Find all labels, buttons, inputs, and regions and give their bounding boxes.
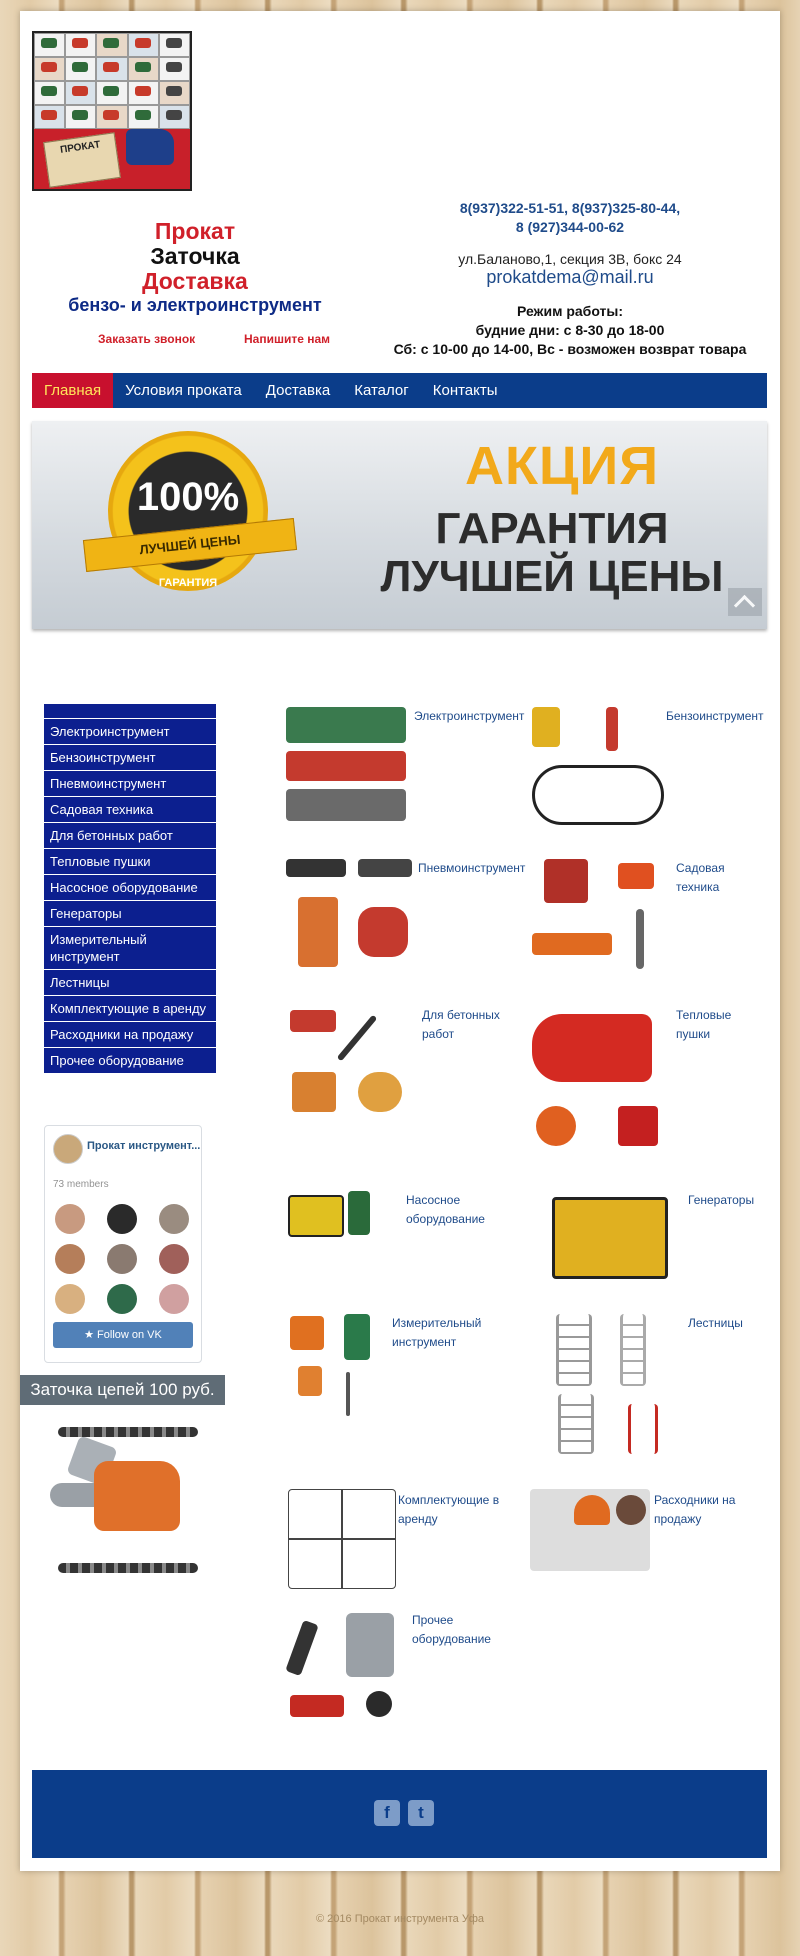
cultivator-icon — [544, 859, 588, 903]
brand-block — [40, 219, 350, 316]
mixer-icon — [292, 1072, 336, 1112]
email-link[interactable]: prokatdema@mail.ru — [486, 267, 654, 287]
trimmer-icon — [636, 909, 644, 969]
chain-sharpening-title[interactable]: Заточка цепей 100 руб. — [20, 1375, 225, 1405]
sidebar-item[interactable]: Измерительный инструмент — [44, 927, 216, 970]
page-container — [20, 11, 780, 1871]
member-avatar[interactable] — [107, 1244, 137, 1274]
member-avatar[interactable] — [159, 1244, 189, 1274]
address: ул.Баланово,1, секция 3В, бокс 24 — [458, 251, 682, 267]
drill-icon — [126, 129, 174, 165]
helmet-icon — [574, 1495, 610, 1525]
sidebar-item[interactable]: Генераторы — [44, 901, 216, 927]
sidebar-item[interactable]: Для бетонных работ — [44, 823, 216, 849]
nav-delivery[interactable]: Доставка — [265, 382, 331, 399]
drill-set-icon — [286, 751, 406, 781]
sidebar-menu — [44, 704, 216, 1074]
seal-ribbon: ЛУЧШЕЙ ЦЕНЫ — [83, 518, 297, 572]
level-icon — [298, 1366, 322, 1396]
stepladder-icon — [556, 1314, 592, 1386]
hours-weekdays: будние дни: с 8-30 до 18-00 — [475, 322, 665, 338]
saw-set-icon — [286, 789, 406, 821]
vk-group-name[interactable]: Прокат инструмент... — [87, 1140, 201, 1152]
nav-contacts[interactable]: Контакты — [432, 382, 498, 399]
seal-percent: 100% — [136, 475, 240, 519]
nav-catalog[interactable]: Каталог — [354, 382, 409, 399]
category-label[interactable]: Генераторы — [688, 1193, 755, 1207]
category-label[interactable]: Для бетонных работ — [422, 1008, 500, 1041]
category-label[interactable]: Тепловые пушки — [676, 1008, 732, 1041]
canister-icon — [346, 1613, 394, 1677]
vk-follow-button[interactable]: ★ Follow on VK — [53, 1322, 193, 1348]
sidebar-item[interactable]: Электроинструмент — [44, 719, 216, 745]
category-label[interactable]: Насосное оборудование — [406, 1193, 485, 1226]
working-hours — [380, 302, 760, 359]
concrete-mixer-icon — [358, 1072, 402, 1112]
sidebar-menu-header — [44, 704, 216, 719]
accessories-grid-icon — [288, 1489, 396, 1589]
category-label[interactable]: Бензоинструмент — [666, 709, 764, 723]
phones-line-2: 8 (927)344-00-62 — [515, 219, 625, 235]
sidebar-item[interactable]: Насосное оборудование — [44, 875, 216, 901]
twitter-icon[interactable]: t — [408, 1800, 434, 1826]
facebook-icon[interactable]: f — [374, 1800, 400, 1826]
site-logo[interactable] — [32, 31, 192, 191]
brand-line-rental: Прокат — [154, 218, 236, 244]
chainsaw-small-icon — [532, 933, 612, 955]
nail-gun-icon — [298, 897, 338, 967]
nav-home[interactable]: Главная — [32, 373, 113, 408]
poker-icon — [337, 1015, 378, 1062]
category-label[interactable]: Садовая техника — [676, 861, 725, 894]
member-avatar[interactable] — [159, 1204, 189, 1234]
category-label[interactable]: Комплектующие в аренду — [398, 1493, 500, 1526]
sidebar-item[interactable]: Тепловые пушки — [44, 849, 216, 875]
auger-icon — [606, 707, 618, 751]
sidebar-item[interactable]: Пневмоинструмент — [44, 771, 216, 797]
jackhammer-icon — [286, 859, 346, 877]
sidebar-item[interactable]: Лестницы — [44, 970, 216, 996]
member-avatar[interactable] — [159, 1284, 189, 1314]
sidebar-item[interactable]: Бензоинструмент — [44, 745, 216, 771]
member-avatar[interactable] — [55, 1284, 85, 1314]
brand-line-delivery: Доставка — [142, 268, 248, 294]
category-label[interactable]: Прочее оборудование — [412, 1613, 491, 1646]
chisel-icon — [358, 859, 412, 877]
category-label[interactable]: Лестницы — [688, 1316, 743, 1330]
brand-line-sharpening: Заточка — [150, 243, 240, 269]
write-us-link[interactable]: Напишите нам — [244, 332, 331, 346]
main-nav — [32, 373, 767, 408]
member-avatar[interactable] — [107, 1284, 137, 1314]
call-request-link[interactable]: Заказать звонок — [98, 332, 196, 346]
earth-auger-icon — [532, 765, 664, 825]
member-avatar[interactable] — [55, 1204, 85, 1234]
generator-icon — [552, 1197, 668, 1279]
category-label[interactable]: Измерительный инструмент — [392, 1316, 482, 1349]
scroll-to-top-button[interactable] — [728, 588, 762, 616]
lawnmower-icon — [618, 863, 654, 889]
electric-heater-icon — [618, 1106, 658, 1146]
chainsaw-icon — [94, 1461, 180, 1531]
category-label[interactable]: Пневмоинструмент — [418, 861, 526, 875]
welding-mask-icon — [366, 1691, 392, 1717]
sidebar-item[interactable]: Комплектующие в аренду — [44, 996, 216, 1022]
contact-block — [380, 199, 760, 359]
phone-numbers — [380, 199, 760, 237]
hours-title: Режим работы: — [516, 303, 624, 319]
chain-bottom — [58, 1563, 198, 1573]
copyright: © 2016 Прокат инструмента Уфа — [316, 1913, 484, 1925]
multimeter-icon — [290, 1316, 324, 1350]
hours-weekend: Сб: с 10-00 до 14-00, Вс - возможен возврат товара — [393, 341, 747, 357]
laser-meter-icon — [344, 1314, 370, 1360]
red-ladder-icon — [628, 1404, 658, 1454]
member-avatar[interactable] — [107, 1204, 137, 1234]
pressure-pump-icon — [290, 1695, 344, 1717]
group-avatar[interactable] — [53, 1134, 83, 1164]
brand-tagline: бензо- и электроинструмент — [68, 295, 322, 315]
logo-tool-grid — [34, 33, 190, 129]
member-avatar[interactable] — [55, 1244, 85, 1274]
banner-headline — [332, 505, 767, 601]
banner-line-1: ГАРАНТИЯ — [435, 504, 669, 553]
tripod-icon — [346, 1372, 350, 1416]
vk-widget — [44, 1125, 202, 1363]
vk-members-count: 73 members — [53, 1179, 109, 1190]
category-label[interactable]: Расходники на продажу — [654, 1493, 736, 1526]
sidebar-item[interactable]: Расходники на продажу — [44, 1022, 216, 1048]
shovel-icon — [285, 1620, 319, 1676]
promo-banner[interactable] — [32, 421, 767, 629]
ladder-icon — [620, 1314, 646, 1386]
grinding-disc-icon — [616, 1495, 646, 1525]
sidebar-item[interactable]: Садовая техника — [44, 797, 216, 823]
banner-akcia: АКЦИЯ — [464, 436, 660, 496]
vk-follow-label: Follow on VK — [97, 1329, 162, 1341]
phones-line-1: 8(937)322-51-51, 8(937)325-80-44, — [459, 200, 681, 216]
chainsaw-image[interactable] — [50, 1421, 200, 1581]
banner-line-2: ЛУЧШЕЙ ЦЕНЫ — [380, 552, 724, 601]
motor-pump-icon — [288, 1195, 344, 1237]
sidebar-item[interactable]: Прочее оборудование — [44, 1048, 216, 1074]
nav-rental-terms[interactable]: Условия проката — [125, 382, 242, 399]
power-tools-icon — [286, 707, 406, 743]
compressor-icon — [358, 907, 408, 957]
logo-card: ПРОКАТ — [43, 132, 121, 188]
fan-heater-icon — [536, 1106, 576, 1146]
seal-bottom: ГАРАНТИЯ — [158, 577, 218, 589]
submersible-pump-icon — [348, 1191, 370, 1235]
heat-gun-icon — [532, 1014, 652, 1082]
chain-top — [58, 1427, 198, 1437]
category-label[interactable]: Электроинструмент — [414, 709, 525, 723]
vibrator-icon — [290, 1010, 336, 1032]
plate-compactor-icon — [532, 707, 560, 747]
folding-ladder-icon — [558, 1394, 594, 1454]
